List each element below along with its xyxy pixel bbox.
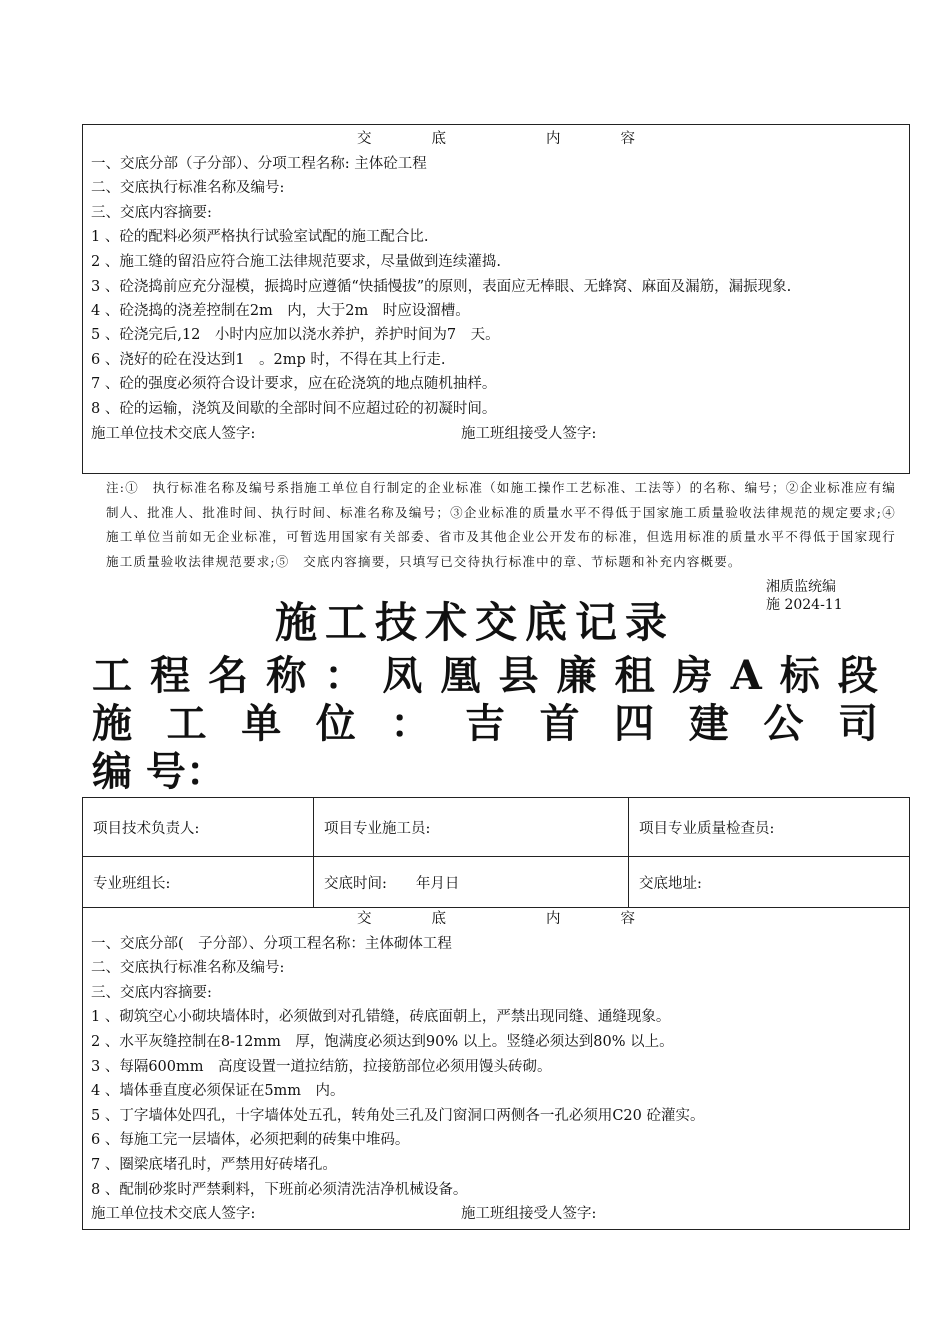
content-line: 1 、砌筑空心小砌块墙体时，必须做到对孔错缝，砖底面朝上，严禁出现同缝、通缝现象。: [91, 1009, 671, 1026]
grid-row: [83, 798, 910, 857]
char: 县: [498, 652, 539, 699]
content-line: 3 、砼浇捣前应充分湿模，振捣时应遵循“快插慢拔”的原则，表面应无棒眼、无蜂窝、麻面及漏筋，漏振现象.: [91, 278, 792, 295]
char: 房: [672, 652, 713, 699]
content-line: 4 、墙体垂直度必须保证在5mm 内。: [91, 1083, 345, 1100]
content-line: 7 、圈梁底堵孔时，严禁用好砖堵孔。: [91, 1156, 337, 1173]
content-line: 8 、配制砂浆时严禁剩料，下班前必须清洗洁净机械设备。: [91, 1181, 468, 1198]
content-line: 3 、每隔600mm 高度设置一道拉结筋，拉接筋部位必须用馒头砖砌。: [91, 1058, 552, 1075]
footnote: 注:① 执行标准名称及编号系指施工单位自行制定的企业标准（如施工操作工艺标准、工法等）的名称、编号；②企业标准应有编制人、批准人、批准时间、执行时间、标准名称及编号；③企业标准的质量水平不得低于国家施工质量验收法律规范的规定要求;④ 施工单位当前如无企业标准，可暂选用国家有关部委、省市及其他企业公开发布的标准，但选用标准的质量水平不得低于国家现行施工质量验收法律规范要求;⑤ 交底内容摘要，只填写已交待执行标准中的章、节标题和补充内容概要。: [106, 480, 910, 569]
grid-cell: 项目专业施工员:: [314, 798, 629, 857]
content-line: 2 、水平灰缝控制在8-12mm 厚，饱满度必须达到90% 以上。竖缝必须达到80% 以上。: [91, 1033, 674, 1050]
char: 公: [763, 700, 804, 747]
char: 段: [837, 652, 878, 699]
grid-row: [83, 857, 910, 908]
char: 工: [166, 700, 207, 747]
heading-char: 内: [546, 911, 561, 927]
content-line: 一、交底分部( 子分部）、分项工程名称：主体砌体工程: [91, 935, 452, 952]
char: 四: [614, 700, 655, 747]
form-code-line1: 湘质监统编: [766, 579, 836, 595]
char: 廉: [556, 652, 597, 699]
project-name-line: [92, 650, 878, 702]
char: 首: [539, 700, 580, 747]
content-line: 二、交底执行标准名称及编号:: [91, 180, 285, 197]
form-code-line2: 施 2024-11: [766, 597, 843, 613]
content-line: 6 、每施工完一层墙体，必须把剩的砖集中堆码。: [91, 1132, 410, 1149]
heading-char: 交: [357, 131, 372, 147]
content-heading: [91, 127, 901, 152]
page-title: 施工技术交底记录: [274, 598, 675, 647]
signature-row: [91, 422, 901, 447]
content-line: 二、交底执行标准名称及编号:: [91, 960, 285, 977]
sign-left: 施工单位技术交底人签字:: [91, 425, 256, 442]
heading-char: 交: [357, 911, 372, 927]
number-label: 编 号：: [92, 748, 226, 795]
char: 施: [92, 700, 132, 747]
heading-char: 容: [620, 911, 635, 927]
content-line: 8 、砼的运输，浇筑及间歇的全部时间不应超过砼的初凝时间。: [91, 400, 497, 417]
heading-char: 内: [546, 131, 561, 147]
sign-right: 施工班组接受人签字:: [461, 425, 597, 442]
char: 名: [208, 652, 249, 699]
grid-cell: 交底时间: 年月日: [314, 857, 629, 908]
char: 单: [241, 700, 282, 747]
char: 标: [779, 652, 820, 699]
sign-right: 施工班组接受人签字:: [461, 1206, 597, 1223]
grid-cell: 交底地址:: [629, 857, 910, 908]
char: 位: [315, 700, 356, 747]
content-line: 6 、浇好的砼在没达到1 。2mp 时，不得在其上行走.: [91, 351, 446, 368]
content-line: 2 、施工缝的留沿应符合施工法律规范要求，尽量做到连续灌捣.: [91, 253, 501, 270]
grid-cell: 项目技术负责人:: [83, 798, 314, 857]
sign-left: 施工单位技术交底人签字:: [91, 1206, 256, 1223]
char: A: [730, 652, 762, 699]
content-box-1: [82, 124, 910, 474]
char: 凤: [382, 652, 423, 699]
grid-cell: 项目专业质量检查员:: [629, 798, 910, 857]
info-grid: [82, 797, 910, 908]
content-line: 三、交底内容摘要:: [91, 984, 212, 1001]
construction-unit-line: [92, 698, 878, 750]
number-line: [92, 746, 878, 798]
char: 司: [837, 700, 878, 747]
heading-char: 容: [620, 131, 635, 147]
char: 租: [614, 652, 655, 699]
char: 程: [150, 652, 191, 699]
content-line: 一、交底分部（子分部）、分项工程名称: 主体砼工程: [91, 155, 427, 172]
char: 工: [92, 652, 132, 699]
char: 称: [266, 652, 307, 699]
content-box-2: [82, 905, 910, 1230]
content-line: 7 、砼的强度必须符合设计要求，应在砼浇筑的地点随机抽样。: [91, 376, 497, 393]
heading-char: 底: [431, 131, 446, 147]
content-line: 1 、砼的配料必须严格执行试验室试配的施工配合比.: [91, 229, 429, 246]
char: 凰: [440, 652, 481, 699]
signature-row: [91, 1202, 901, 1227]
content-heading: [91, 907, 901, 932]
content-line: 5 、丁字墙体处四孔，十字墙体处五孔，转角处三孔及门窗洞口两侧各一孔必须用C20 砼灌实。: [91, 1107, 705, 1124]
char: 吉: [464, 700, 505, 747]
grid-cell: 专业班组长:: [83, 857, 314, 908]
heading-char: 底: [431, 911, 446, 927]
content-line: 4 、砼浇捣的浇差控制在2m 内，大于2m 时应设溜槽。: [91, 302, 470, 319]
char: 建: [688, 700, 729, 747]
char: ：: [324, 652, 365, 699]
content-line: 三、交底内容摘要:: [91, 204, 212, 221]
content-line: 5 、砼浇完后,12 小时内应加以浇水养护，养护时间为7 天。: [91, 327, 500, 344]
char: ：: [390, 700, 431, 747]
